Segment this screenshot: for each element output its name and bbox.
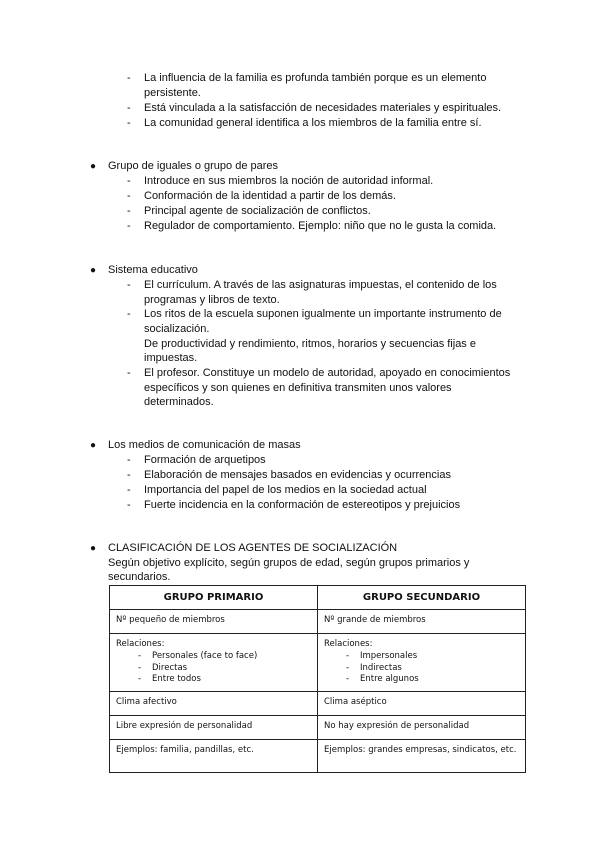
school-item-2-line-3: De productividad y rendimiento, ritmos, horarios y secuencias fijas e bbox=[144, 338, 476, 350]
header-primary: GRUPO PRIMARIO bbox=[110, 586, 318, 610]
secondary-expression-cell: No hay expresión de personalidad bbox=[318, 715, 526, 739]
school-item-3-line-3: determinados. bbox=[144, 396, 214, 408]
dash-marker: - bbox=[127, 279, 131, 291]
school-title: Sistema educativo bbox=[108, 264, 198, 276]
table-row bbox=[110, 610, 526, 634]
dash-marker: - bbox=[127, 117, 131, 129]
secondary-size-cell: Nº grande de miembros bbox=[318, 610, 526, 634]
table-row bbox=[110, 691, 526, 715]
primary-examples-cell: Ejemplos: familia, pandillas, etc. bbox=[110, 739, 318, 772]
primary-relations-list bbox=[116, 651, 311, 686]
list-item: - Impersonales bbox=[346, 651, 418, 661]
family-item-2: Está vinculada a la satisfacción de necesidades materiales y espirituales. bbox=[144, 102, 502, 114]
list-item: - Personales (face to face) bbox=[138, 651, 258, 661]
media-title: Los medios de comunicación de masas bbox=[108, 439, 301, 451]
secondary-relations-cell bbox=[318, 634, 526, 692]
list-item: - Entre todos bbox=[138, 674, 201, 684]
relations-label: Relaciones: bbox=[116, 639, 165, 649]
dash-marker: - bbox=[127, 454, 131, 466]
dash-marker: - bbox=[127, 72, 131, 84]
dash-marker: - bbox=[127, 205, 131, 217]
table-row bbox=[110, 715, 526, 739]
header-secondary: GRUPO SECUNDARIO bbox=[318, 586, 526, 610]
media-item-1: Formación de arquetipos bbox=[144, 454, 266, 466]
classification-subtitle-line-2: secundarios. bbox=[108, 571, 171, 583]
list-item: - Entre algunos bbox=[346, 674, 419, 684]
school-item-3-line-1: El profesor. Constituye un modelo de autoridad, apoyado en conocimientos bbox=[144, 367, 511, 379]
school-item-1-line-1: El currículum. A través de las asignaturas impuestas, el contenido de los bbox=[144, 279, 497, 291]
dash-marker: - bbox=[127, 469, 131, 481]
media-item-3: Importancia del papel de los medios en la sociedad actual bbox=[144, 484, 427, 496]
bullet-icon: ● bbox=[90, 543, 97, 554]
school-item-2-line-2: socialización. bbox=[144, 323, 210, 335]
bullet-icon: ● bbox=[90, 265, 97, 276]
family-item-1-line-2: persistente. bbox=[144, 87, 201, 99]
media-item-4: Fuerte incidencia en la conformación de estereotipos y prejuicios bbox=[144, 499, 461, 511]
classification-subtitle-line-1: Según objetivo explícito, según grupos de edad, según grupos primarios y bbox=[108, 557, 470, 569]
school-item-2-line-1: Los ritos de la escuela suponen igualmente un importante instrumento de bbox=[144, 308, 502, 320]
media-item-2: Elaboración de mensajes basados en evidencias y ocurrencias bbox=[144, 469, 451, 481]
secondary-relations-list bbox=[324, 651, 519, 686]
family-item-1-line-1: La influencia de la familia es profunda también porque es un elemento bbox=[144, 72, 487, 84]
table-row bbox=[110, 739, 526, 772]
primary-climate-cell: Clima afectivo bbox=[110, 691, 318, 715]
table-row bbox=[110, 634, 526, 692]
dash-marker: - bbox=[127, 484, 131, 496]
dash-marker: - bbox=[127, 367, 131, 379]
classification-table bbox=[109, 585, 526, 773]
relations-label: Relaciones: bbox=[324, 639, 373, 649]
dash-marker: - bbox=[127, 499, 131, 511]
dash-marker: - bbox=[127, 102, 131, 114]
school-item-2-line-4: impuestas. bbox=[144, 352, 198, 364]
bullet-icon: ● bbox=[90, 161, 97, 172]
school-item-3-line-2: específicos y son quienes en definitiva transmiten unos valores bbox=[144, 382, 452, 394]
classification-title: CLASIFICACIÓN DE LOS AGENTES DE SOCIALIZACIÓN bbox=[108, 542, 398, 554]
peers-title: Grupo de iguales o grupo de pares bbox=[108, 160, 279, 172]
dash-marker: - bbox=[127, 175, 131, 187]
peers-item-2: Conformación de la identidad a partir de los demás. bbox=[144, 190, 396, 202]
list-item: - Indirectas bbox=[346, 662, 402, 673]
dash-marker: - bbox=[127, 308, 131, 320]
primary-expression-cell: Libre expresión de personalidad bbox=[110, 715, 318, 739]
list-item: - Directas bbox=[138, 662, 188, 673]
bullet-icon: ● bbox=[90, 440, 97, 451]
primary-relations-cell bbox=[110, 634, 318, 692]
dash-marker: - bbox=[127, 220, 131, 232]
family-item-3: La comunidad general identifica a los miembros de la familia entre sí. bbox=[144, 117, 482, 129]
secondary-examples-cell: Ejemplos: grandes empresas, sindicatos, etc. bbox=[318, 739, 526, 772]
school-item-1-line-2: programas y libros de texto. bbox=[144, 294, 280, 306]
secondary-climate-cell: Clima aséptico bbox=[318, 691, 526, 715]
peers-item-1: Introduce en sus miembros la noción de autoridad informal. bbox=[144, 175, 434, 187]
table-header-row bbox=[110, 586, 526, 610]
dash-marker: - bbox=[127, 190, 131, 202]
peers-item-4: Regulador de comportamiento. Ejemplo: niño que no le gusta la comida. bbox=[144, 220, 497, 232]
primary-size-cell: Nº pequeño de miembros bbox=[110, 610, 318, 634]
peers-item-3: Principal agente de socialización de conflictos. bbox=[144, 205, 371, 217]
